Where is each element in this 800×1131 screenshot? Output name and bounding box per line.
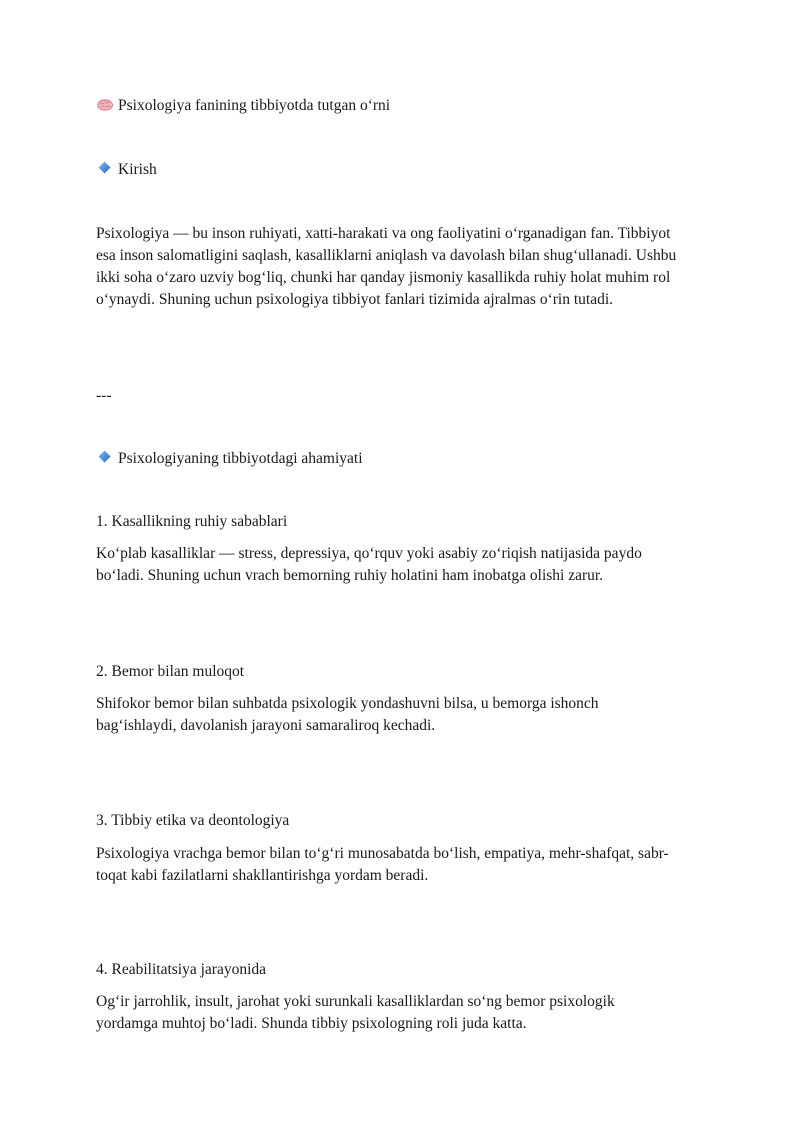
item-line: Shifokor bemor bilan suhbatda psixologik yondashuvni bilsa, u bemorga ishonch — [96, 695, 599, 712]
separator: --- — [96, 387, 112, 404]
intro-line: o‘ynaydi. Shuning uchun psixologiya tibbiyot fanlari tizimida ajralmas o‘rin tutadi. — [96, 291, 614, 308]
item-heading: 3. Tibbiy etika va deontologiya — [96, 812, 290, 829]
item-line: Og‘ir jarrohlik, insult, jarohat yoki surunkali kasalliklardan so‘ng bemor psixologik — [96, 993, 615, 1010]
item-line: Ko‘plab kasalliklar — stress, depressiya, qo‘rquv yoki asabiy zo‘riqish natijasida paydo — [96, 545, 642, 562]
intro-line: Psixologiya — bu inson ruhiyati, xatti-harakati va ong faoliyatini o‘rganadigan fan. Tibbiyot — [96, 225, 671, 242]
item-heading: 2. Bemor bilan muloqot — [96, 663, 245, 680]
intro-line: esa inson salomatligini saqlash, kasalliklarni aniqlash va davolash bilan shug‘ullanadi. Ushbu — [96, 247, 677, 264]
item-line: bo‘ladi. Shuning uchun vrach bemorning ruhiy holatini ham inobatga olishi zarur. — [96, 567, 604, 584]
document-title-line — [96, 95, 390, 117]
item-heading: 4. Reabilitatsiya jarayonida — [96, 961, 267, 978]
item-paragraph — [96, 693, 706, 737]
item-paragraph — [96, 543, 706, 587]
intro-heading-line — [96, 159, 157, 181]
item-line: bag‘ishlaydi, davolanish jarayoni samaraliroq kechadi. — [96, 717, 436, 734]
item-line: yordamga muhtoj bo‘ladi. Shunda tibbiy psixologning roli juda katta. — [96, 1015, 527, 1032]
item-heading: 1. Kasallikning ruhiy sabablari — [96, 513, 288, 530]
diamond-icon — [98, 450, 111, 463]
section-heading: Psixologiyaning tibbiyotdagi ahamiyati — [118, 450, 363, 467]
intro-line: ikki soha o‘zaro uzviy bog‘liq, chunki har qanday jismoniy kasallikda ruhiy holat muhim rol — [96, 269, 671, 286]
item-line: toqat kabi fazilatlarni shakllantirishga yordam beradi. — [96, 867, 429, 884]
item-paragraph — [96, 991, 706, 1035]
item-line: Psixologiya vrachga bemor bilan to‘g‘ri munosabatda bo‘lish, empatiya, mehr-shafqat, sabr- — [96, 845, 669, 862]
brain-icon — [97, 99, 113, 111]
document-title: Psixologiya fanining tibbiyotda tutgan o‘rni — [118, 97, 391, 114]
diamond-icon — [98, 161, 111, 174]
item-paragraph — [96, 843, 706, 887]
section-heading-line — [96, 448, 363, 470]
intro-paragraph — [96, 223, 706, 311]
intro-heading: Kirish — [118, 161, 157, 178]
